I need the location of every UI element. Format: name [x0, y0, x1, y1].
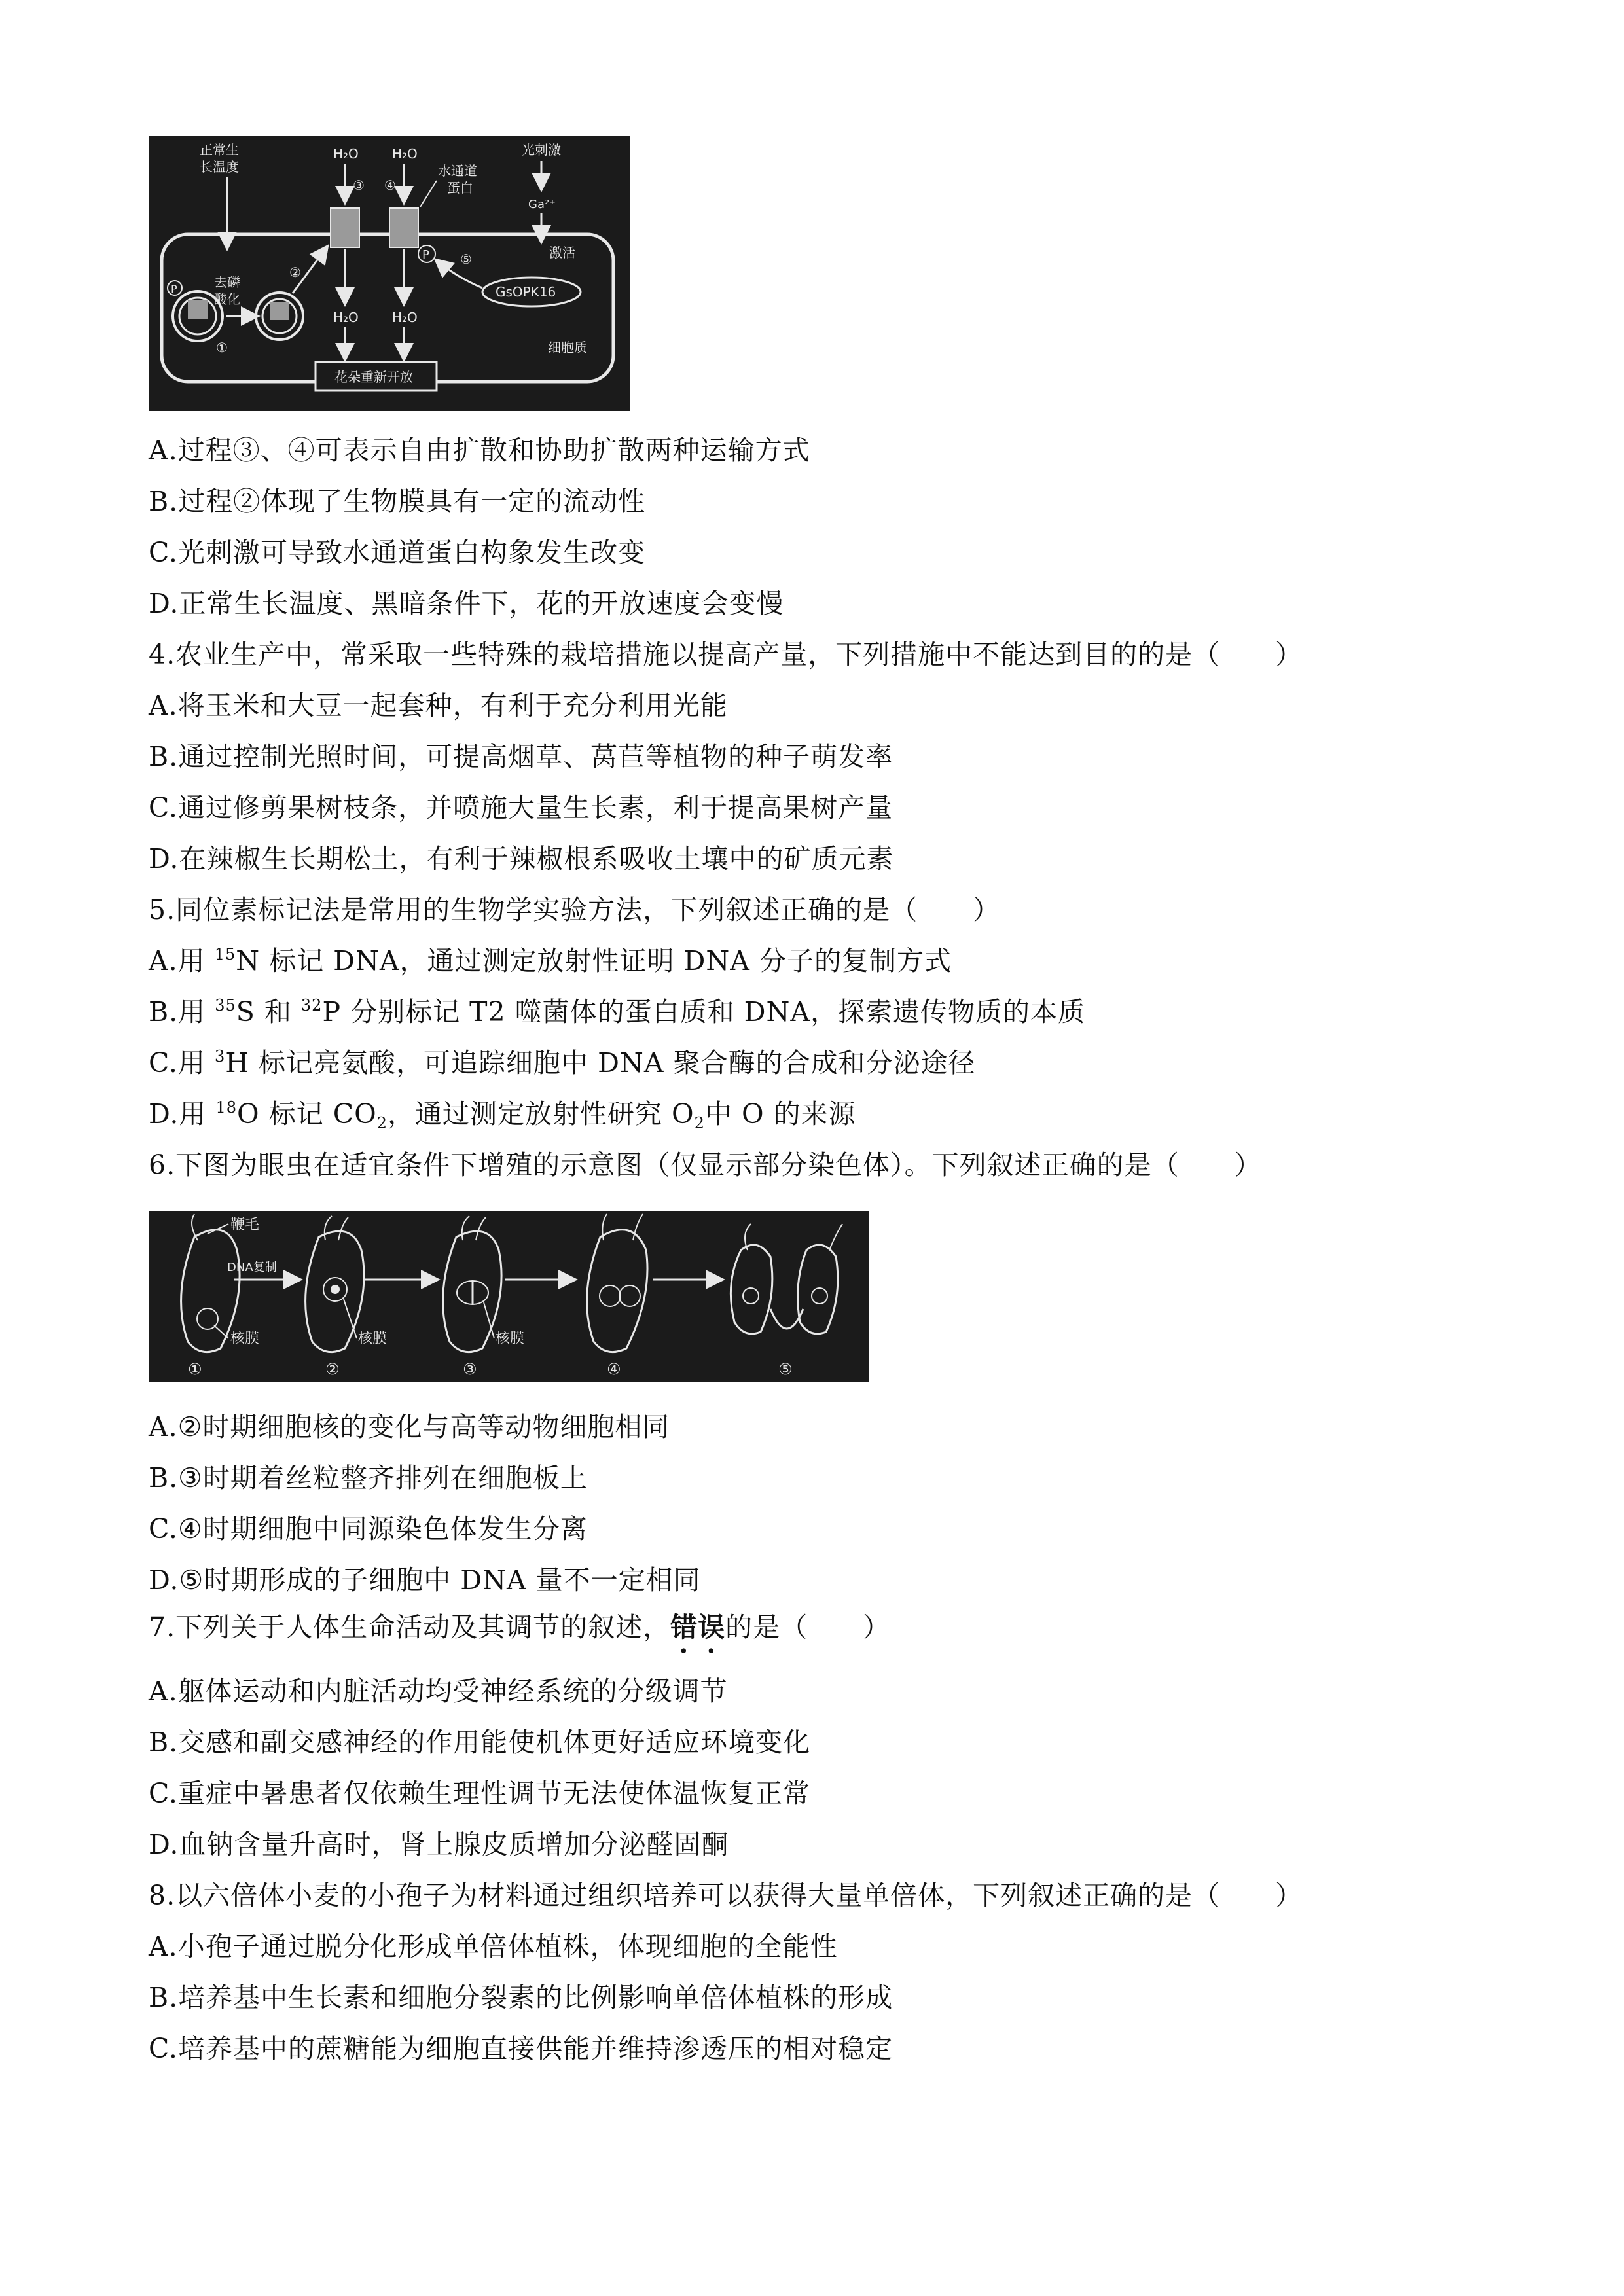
stage-2: ② — [325, 1360, 340, 1378]
euglena-diagram — [149, 1211, 869, 1382]
stage-3: ③ — [463, 1360, 477, 1378]
q5-option-a: A.用 $^{15}$N 标记 DNA，通过测定放射性证明 DNA 分子的复制方式 — [149, 945, 952, 977]
q4-option-b: B.通过控制光照时间，可提高烟草、莴苣等植物的种子萌发率 — [149, 741, 893, 772]
q7-option-c: C.重症中暑患者仅依赖生理性调节无法使体温恢复正常 — [149, 1778, 810, 1809]
num2: ② — [289, 264, 301, 280]
q8-option-c: C.培养基中的蔗糖能为细胞直接供能并维持渗透压的相对稳定 — [149, 2033, 893, 2064]
q5-stem: 5.同位素标记法是常用的生物学实验方法，下列叙述正确的是（ ） — [149, 894, 1001, 925]
q4-option-a: A.将玉米和大豆一起套种，有利于充分利用光能 — [149, 690, 728, 721]
aquaporin-channel-4 — [389, 208, 418, 247]
activate-label: 激活 — [549, 245, 575, 260]
stage-4: ④ — [607, 1360, 621, 1378]
h2o-top-3: H₂O — [333, 146, 359, 162]
q6-option-b: B.③时期着丝粒整齐排列在细胞板上 — [149, 1462, 588, 1494]
normal-temp-label-2: 长温度 — [200, 159, 239, 175]
aquaporin-label-2: 蛋白 — [447, 180, 473, 196]
kinase-label: GsOPK16 — [496, 284, 556, 300]
reopen-label: 花朵重新开放 — [334, 369, 413, 385]
normal-temp-label-1: 正常生 — [200, 142, 239, 158]
ca-label: Ga²⁺ — [528, 198, 556, 211]
cell-membrane — [162, 234, 613, 382]
q3-option-c: C.光刺激可导致水通道蛋白构象发生改变 — [149, 537, 645, 568]
dephos-label-1: 去磷 — [214, 274, 240, 290]
q3-option-d: D.正常生长温度、黑暗条件下，花的开放速度会变慢 — [149, 588, 784, 619]
stage-5: ⑤ — [778, 1360, 793, 1378]
h2o-bottom-3: H₂O — [333, 310, 359, 325]
stage-1: ① — [188, 1360, 202, 1378]
num4: ④ — [384, 177, 396, 193]
q4-stem: 4.农业生产中，常采取一些特殊的栽培措施以提高产量，下列措施中不能达到目的的是（ ） — [149, 639, 1303, 670]
q5-option-b: B.用 $^{35}$S 和 $^{32}$P 分别标记 T2 噬菌体的蛋白质和 DNA，探索遗传物质的本质 — [149, 996, 1085, 1028]
q8-option-b: B.培养基中生长素和细胞分裂素的比例影响单倍体植株的形成 — [149, 1982, 893, 2013]
q6-stem: 6.下图为眼虫在适宜条件下增殖的示意图（仅显示部分染色体）。下列叙述正确的是（ ） — [149, 1149, 1262, 1181]
q5-option-c: C.用 $^3$H 标记亮氨酸，可追踪细胞中 DNA 聚合酶的合成和分泌途径 — [149, 1047, 976, 1079]
q7-option-b: B.交感和副交感神经的作用能使机体更好适应环境变化 — [149, 1727, 811, 1758]
q7-emphasis: 错误 — [670, 1611, 726, 1643]
q8-option-a: A.小孢子通过脱分化形成单倍体植株，体现细胞的全能性 — [149, 1931, 838, 1962]
light-label: 光刺激 — [522, 142, 561, 158]
dephos-label-2: 酸化 — [214, 291, 240, 307]
h2o-bottom-4: H₂O — [392, 310, 418, 325]
flagellum-label: 鞭毛 — [230, 1217, 260, 1233]
aquaporin-figure — [149, 136, 630, 411]
q7-option-a: A.躯体运动和内脏活动均受神经系统的分级调节 — [149, 1676, 728, 1707]
vesicle-p: P — [171, 283, 177, 295]
euglena-cell-5b — [798, 1245, 838, 1334]
cytoplasm-label: 细胞质 — [548, 340, 587, 355]
nuclear-membrane-label-1: 核膜 — [230, 1331, 260, 1347]
num5: ⑤ — [460, 251, 472, 267]
aquaporin-channel-3 — [331, 208, 359, 247]
h2o-top-4: H₂O — [392, 146, 418, 162]
q6-option-a: A.②时期细胞核的变化与高等动物细胞相同 — [149, 1411, 670, 1443]
q6-option-c: C.④时期细胞中同源染色体发生分离 — [149, 1513, 588, 1545]
q8-stem: 8.以六倍体小麦的小孢子为材料通过组织培养可以获得大量单倍体，下列叙述正确的是（ ） — [149, 1880, 1303, 1911]
euglena-cell-5a — [731, 1245, 772, 1334]
aquaporin-diagram — [149, 136, 630, 411]
q7-stem: 7.下列关于人体生命活动及其调节的叙述，错误的是（ ） — [149, 1611, 891, 1643]
aquaporin-label-1: 水通道 — [438, 163, 477, 179]
q3-option-a: A.过程③、④可表示自由扩散和协助扩散两种运输方式 — [149, 435, 810, 466]
euglena-figure — [149, 1211, 869, 1382]
dna-rep-label: DNA复制 — [227, 1261, 277, 1274]
q4-option-c: C.通过修剪果树枝条，并喷施大量生长素，利于提高果树产量 — [149, 792, 893, 823]
q7-option-d: D.血钠含量升高时，肾上腺皮质增加分泌醛固酮 — [149, 1829, 729, 1860]
num1: ① — [216, 340, 228, 355]
q6-option-d: D.⑤时期形成的子细胞中 DNA 量不一定相同 — [149, 1564, 701, 1596]
num3: ③ — [353, 177, 365, 193]
q3-option-b: B.过程②体现了生物膜具有一定的流动性 — [149, 486, 646, 517]
nuclear-membrane-label-3: 核膜 — [496, 1331, 525, 1347]
q4-option-d: D.在辣椒生长期松土，有利于辣椒根系吸收土壤中的矿质元素 — [149, 843, 894, 874]
q5-option-d: D.用 $^{18}$O 标记 $CO_2$，通过测定放射性研究 $O_2$中 O 的来源 — [149, 1098, 856, 1132]
phosphate-label: P — [422, 248, 429, 262]
nuclear-membrane-label-2: 核膜 — [358, 1331, 388, 1347]
